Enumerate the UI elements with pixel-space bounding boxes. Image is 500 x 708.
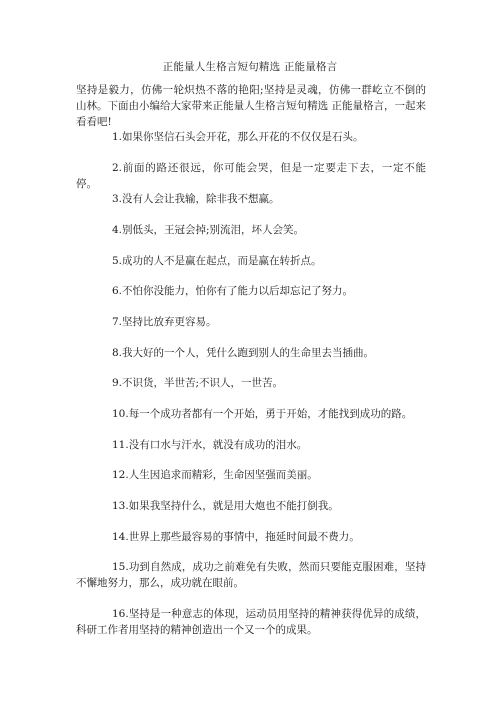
quote-item-10: 10.每一个成功者都有一个开始，勇于开始，才能找到成功的路。 [112, 408, 413, 420]
quote-item-1: 1.如果你坚信石头会开花，那么开花的不仅仅是石头。 [112, 131, 364, 143]
quote-item-7: 7.坚持比放弃更容易。 [112, 316, 217, 328]
quote-item-8: 8.我大好的一个人，凭什么跑到别人的生命里去当插曲。 [112, 347, 375, 359]
quote-item-14: 14.世界上那些最容易的事情中，拖延时间最不费力。 [112, 531, 360, 543]
quote-item-16: 16.坚持是一种意志的体现，运动员用坚持的精神获得优异的成绩，科研工作者用坚持的精神创造出一个又一个的成果。 [76, 608, 426, 636]
intro-paragraph: 坚持是毅力，仿佛一轮炽热不落的艳阳;坚持是灵魂，仿佛一群屹立不倒的山林。下面由小编给大家带来正能量人生格言短句精选 正能量格言，一起来看看吧! [76, 84, 426, 128]
quote-item-2: 2.前面的路还很远，你可能会哭，但是一定要走下去，一定不能停。 [76, 162, 426, 190]
quote-item-4: 4.别低头，王冠会掉;别流泪，坏人会笑。 [112, 224, 305, 236]
quote-item-12: 12.人生因追求而精彩，生命因坚强而美丽。 [112, 469, 318, 481]
quote-item-3: 3.没有人会让我输，除非我不想赢。 [112, 193, 280, 205]
quote-item-13: 13.如果我坚持什么，就是用大炮也不能打倒我。 [112, 500, 339, 512]
quote-item-9: 9.不识货，半世苦;不识人，一世苦。 [112, 377, 284, 389]
page-title: 正能量人生格言短句精选 正能量格言 [162, 61, 338, 73]
quote-item-6: 6.不怕你没能力，怕你有了能力以后却忘记了努力。 [112, 285, 354, 297]
quote-item-11: 11.没有口水与汗水，就没有成功的泪水。 [112, 439, 308, 451]
quote-item-15: 15.功到自然成，成功之前难免有失败，然而只要能克服困难，坚持不懈地努力，那么，成功就在眼前。 [76, 561, 426, 589]
quote-item-5: 5.成功的人不是赢在起点，而是赢在转折点。 [112, 255, 322, 267]
